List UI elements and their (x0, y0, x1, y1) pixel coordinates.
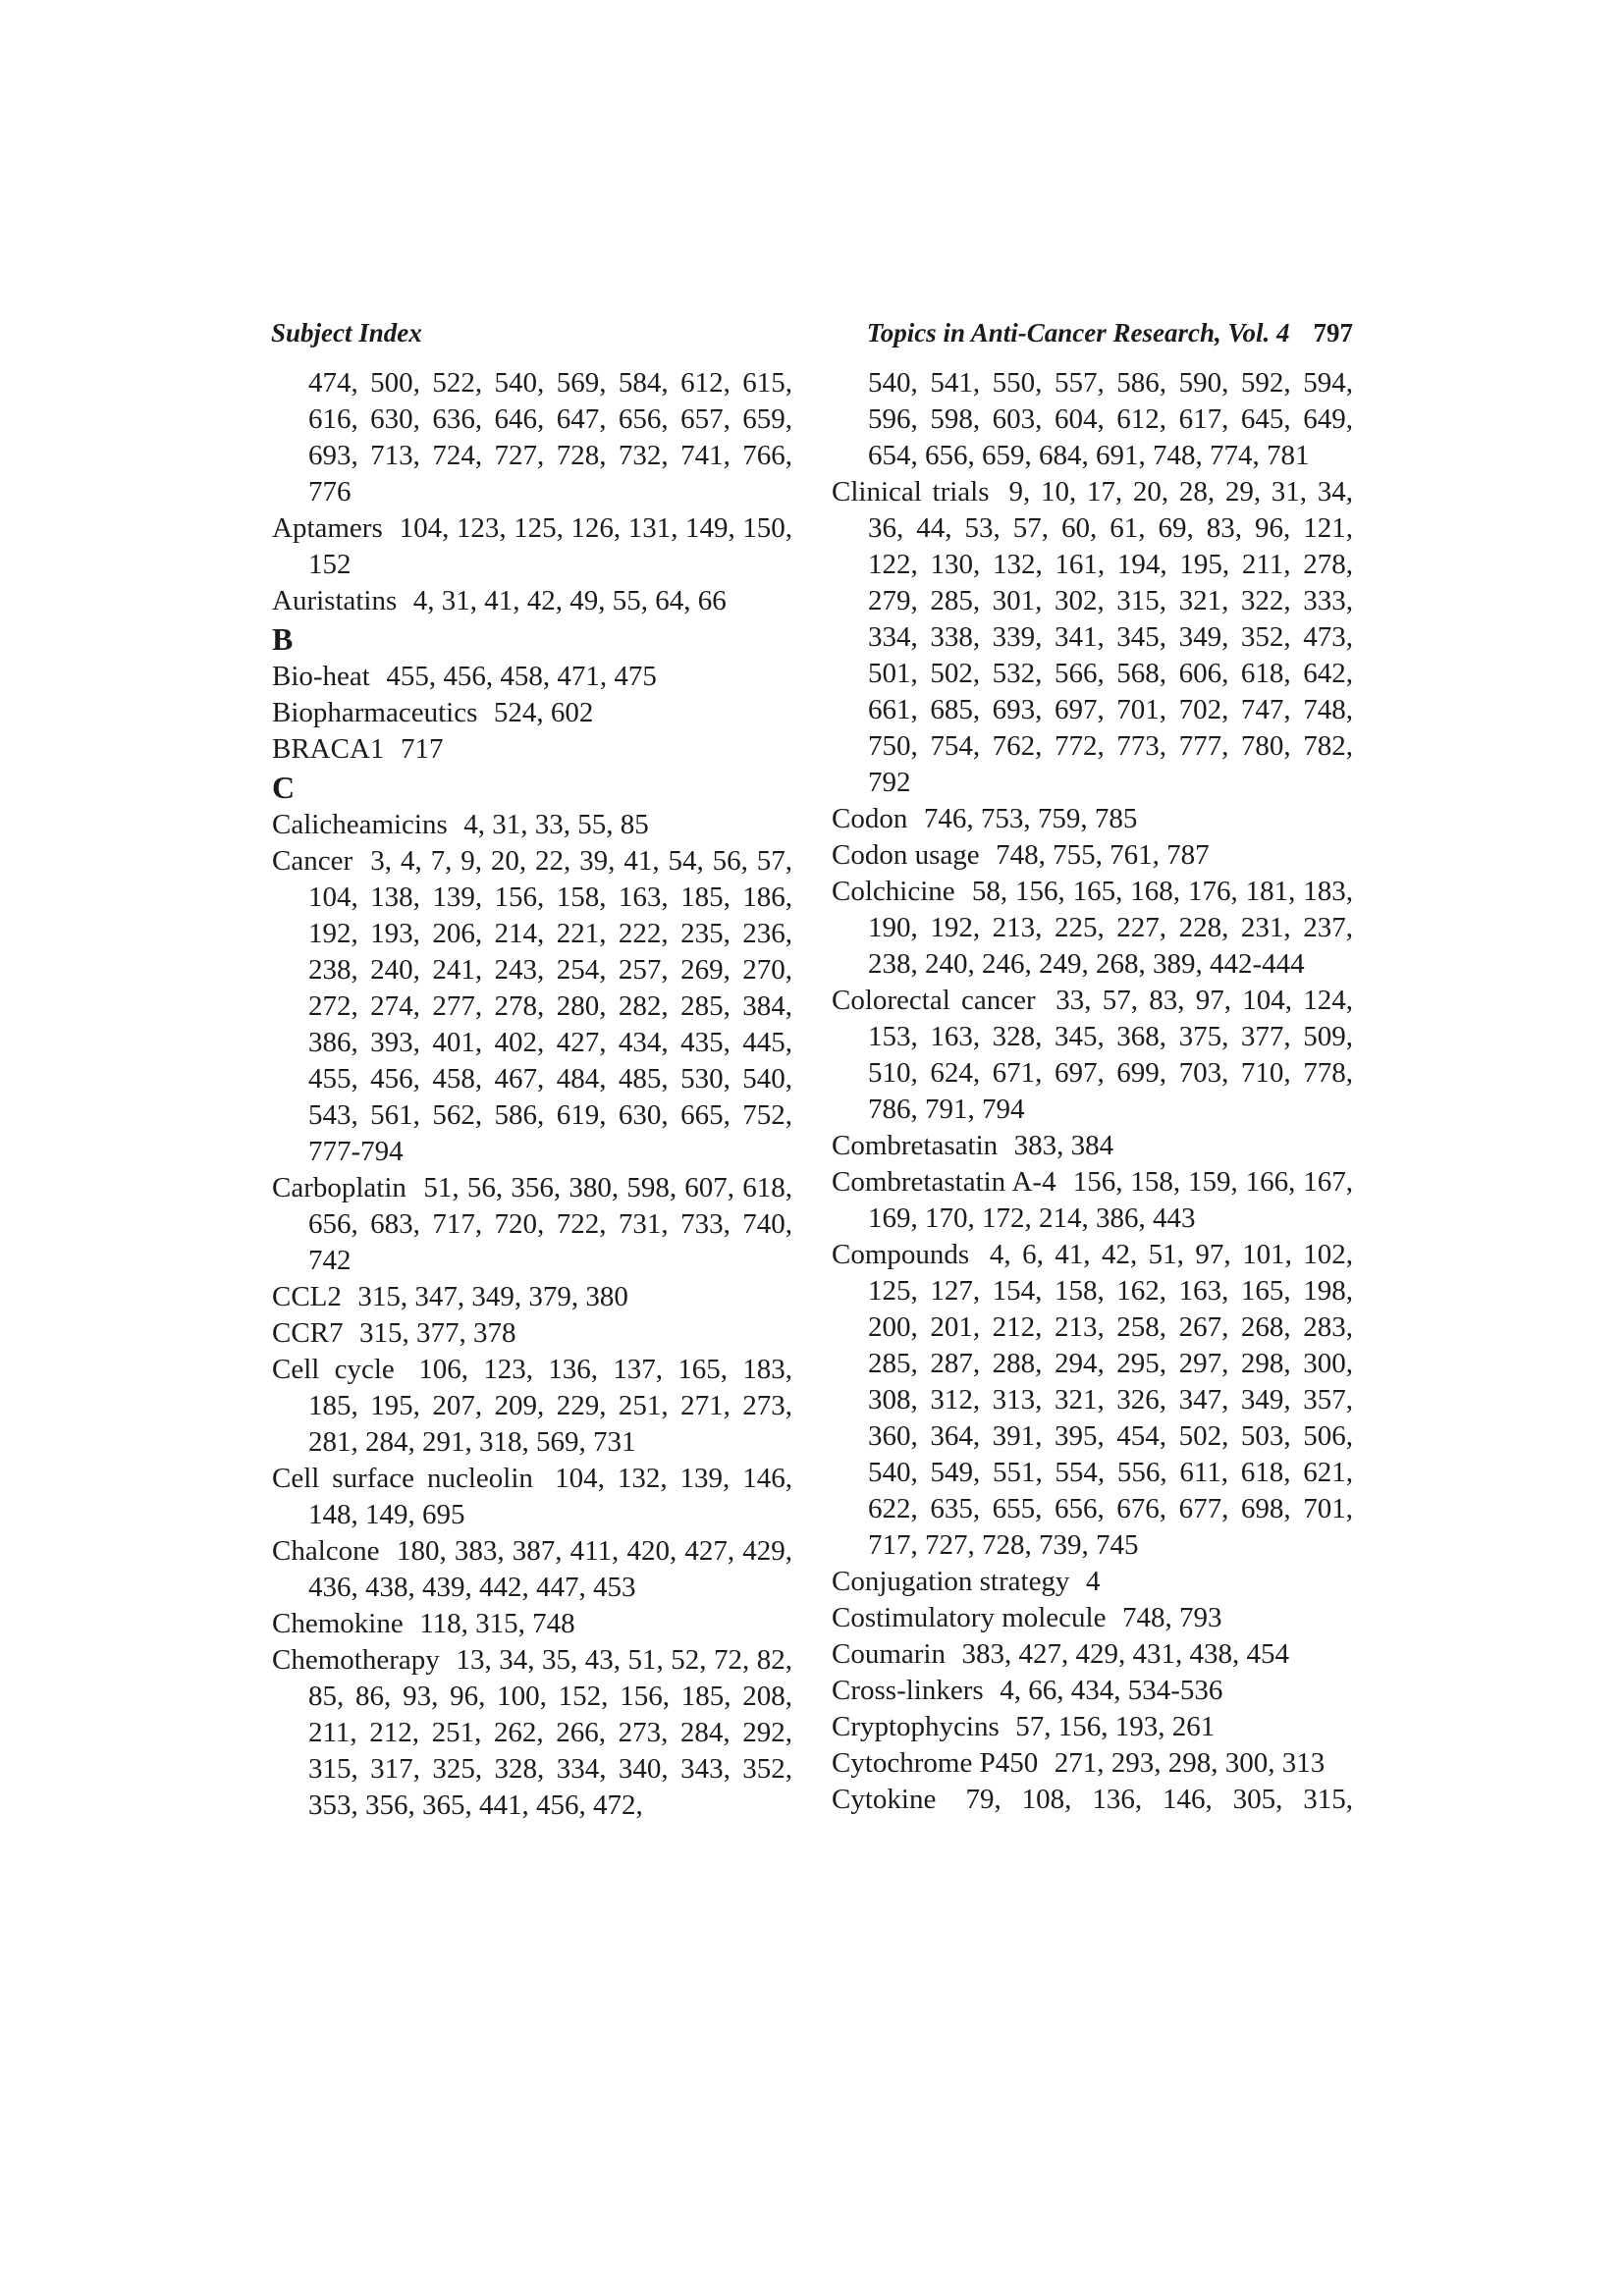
entry-term: Carboplatin (272, 1172, 406, 1203)
index-entry (272, 1642, 792, 1824)
column-right (832, 365, 1353, 1818)
entry-pages: 271, 293, 298, 300, 313 (1054, 1747, 1326, 1779)
entry-term: Cytochrome P450 (832, 1747, 1039, 1779)
index-entry (272, 1461, 792, 1533)
entry-pages: 13, 34, 35, 43, 51, 52, 72, 82, 85, 86, 93, 96, 100, 152, 156, 185, 208, 211, 212, 251, 262, 266, 273, 284, 292, 315, 317, 325, 328, 334, 340, 343, 352, 353, 356, 365, 441, 456, 472, (308, 1644, 792, 1821)
index-entry (832, 1164, 1353, 1237)
column-left (272, 365, 792, 1824)
entry-term: CCL2 (272, 1281, 342, 1312)
entry-pages: 4, 31, 41, 42, 49, 55, 64, 66 (412, 585, 727, 616)
entry-pages: 9, 10, 17, 20, 28, 29, 31, 34, 36, 44, 53, 57, 60, 61, 69, 83, 96, 121, 122, 130, 132, 161, 194, 195, 211, 278, 279, 285, 301, 302, 315, 321, 322, 333, 334, 338, 339, 341, 345, 349, 352, 473, 501, 502, 532, 566, 568, 606, 618, 642, 661, 685, 693, 697, 701, 702, 747, 748, 750, 754, 762, 772, 773, 777, 780, 782, 792 (868, 476, 1353, 798)
index-entry (272, 1606, 792, 1642)
entry-term: Colchicine (832, 876, 955, 907)
entry-pages: 156, 158, 159, 166, 167, 169, 170, 172, 214, 386, 443 (868, 1166, 1354, 1234)
index-entry (272, 843, 792, 1170)
index-entry (272, 1315, 792, 1352)
index-entry (832, 1564, 1353, 1600)
letter-heading: B (272, 621, 294, 657)
entry-term: Colorectal cancer (832, 985, 1036, 1016)
index-entry (832, 1636, 1353, 1673)
index-entry (272, 807, 792, 843)
index-entry (832, 1600, 1353, 1636)
index-entry (272, 1352, 792, 1461)
index-entry (272, 695, 792, 731)
index-entry (832, 837, 1353, 874)
running-head (733, 318, 1353, 348)
index-entry (272, 1279, 792, 1315)
entry-term: Combretastatin A-4 (832, 1166, 1056, 1198)
index-entry (272, 731, 792, 768)
letter-heading: C (272, 770, 296, 805)
entry-term: Chemotherapy (272, 1644, 440, 1676)
entry-pages: 104, 123, 125, 126, 131, 149, 150, 152 (308, 512, 793, 580)
index-continuation: 474, 500, 522, 540, 569, 584, 612, 615, 616, 630, 636, 646, 647, 656, 657, 659, 693, 713, 724, 727, 728, 732, 741, 766, 776 (308, 367, 792, 507)
entry-pages: 717 (400, 733, 444, 765)
index-entry (832, 1237, 1353, 1564)
entry-pages: 4, 66, 434, 534-536 (1000, 1675, 1223, 1706)
index-entry (832, 1673, 1353, 1709)
entry-pages: 106, 123, 136, 137, 165, 183, 185, 195, 207, 209, 229, 251, 271, 273, 281, 284, 291, 318, 569, 731 (308, 1354, 792, 1458)
entry-pages: 4 (1085, 1566, 1101, 1597)
entry-pages: 33, 57, 83, 97, 104, 124, 153, 163, 328, 345, 368, 375, 377, 509, 510, 624, 671, 697, 699, 703, 710, 778, 786, 791, 794 (868, 985, 1354, 1125)
entry-pages: 104, 132, 139, 146, 148, 149, 695 (308, 1463, 793, 1530)
index-continuation: 540, 541, 550, 557, 586, 590, 592, 594, 596, 598, 603, 604, 612, 617, 645, 649, 654, 656, 659, 684, 691, 748, 774, 781 (868, 367, 1353, 471)
entry-term: Conjugation strategy (832, 1566, 1070, 1597)
index-entry (272, 583, 792, 619)
entry-pages: 58, 156, 165, 168, 176, 181, 183, 190, 192, 213, 225, 227, 228, 231, 237, 238, 240, 246, 249, 268, 389, 442-444 (868, 876, 1353, 980)
entry-term: Cell surface nucleolin (272, 1463, 533, 1494)
entry-pages: 315, 377, 378 (359, 1317, 516, 1349)
entry-pages: 118, 315, 748 (419, 1608, 575, 1639)
index-entry (832, 801, 1353, 837)
entry-pages: 524, 602 (493, 697, 594, 728)
entry-term: CCR7 (272, 1317, 344, 1349)
index-entry (272, 510, 792, 583)
entry-pages: 455, 456, 458, 471, 475 (386, 661, 657, 692)
entry-term: Chemokine (272, 1608, 404, 1639)
index-entry (832, 983, 1353, 1128)
entry-pages: 315, 347, 349, 379, 380 (357, 1281, 628, 1312)
index-entry (832, 1782, 1353, 1818)
index-entry (272, 659, 792, 695)
entry-term: Calicheamicins (272, 809, 448, 840)
entry-term: Coumarin (832, 1638, 946, 1670)
entry-term: Auristatins (272, 585, 398, 616)
entry-pages: 79, 108, 136, 146, 305, 315, (965, 1784, 1354, 1815)
entry-term: Codon (832, 803, 908, 834)
book-title: Topics in Anti-Cancer Research, Vol. 4 (866, 318, 1290, 347)
entry-term: Chalcone (272, 1535, 380, 1567)
entry-term: Cross-linkers (832, 1675, 984, 1706)
entry-term: Bio-heat (272, 661, 370, 692)
entry-term: Clinical trials (832, 476, 990, 507)
entry-term: Cryptophycins (832, 1711, 1000, 1742)
entry-term: Costimulatory molecule (832, 1602, 1107, 1633)
entry-term: Aptamers (272, 512, 383, 544)
entry-term: Compounds (832, 1239, 970, 1270)
entry-term: Cancer (272, 845, 353, 877)
entry-pages: 748, 755, 761, 787 (996, 839, 1210, 871)
index-entry (832, 1745, 1353, 1782)
index-entry (272, 1533, 792, 1606)
index-entry (832, 474, 1353, 801)
entry-term: Cytokine (832, 1784, 937, 1815)
entry-term: Combretasatin (832, 1130, 999, 1161)
index-entry (832, 874, 1353, 983)
entry-pages: 51, 56, 356, 380, 598, 607, 618, 656, 683, 717, 720, 722, 731, 733, 740, 742 (308, 1172, 793, 1276)
entry-pages: 746, 753, 759, 785 (923, 803, 1138, 834)
index-entry (272, 1170, 792, 1279)
entry-pages: 57, 156, 193, 261 (1015, 1711, 1216, 1742)
section-title: Subject Index (271, 318, 422, 347)
entry-pages: 3, 4, 7, 9, 20, 22, 39, 41, 54, 56, 57, 104, 138, 139, 156, 158, 163, 185, 186, 192, 193, 206, 214, 221, 222, 235, 236, 238, 240, 241, 243, 254, 257, 269, 270, 272, 274, 277, 278, 280, 282, 285, 384, 386, 393, 401, 402, 427, 434, 435, 445, 455, 456, 458, 467, 484, 485, 530, 540, 543, 561, 562, 586, 619, 630, 665, 752, 777-794 (308, 845, 793, 1167)
entry-term: Biopharmaceutics (272, 697, 478, 728)
index-entry (832, 1128, 1353, 1164)
entry-pages: 4, 6, 41, 42, 51, 97, 101, 102, 125, 127, 154, 158, 162, 163, 165, 198, 200, 201, 212, 213, 258, 267, 268, 283, 285, 287, 288, 294, 295, 297, 298, 300, 308, 312, 313, 321, 326, 347, 349, 357, 360, 364, 391, 395, 454, 502, 503, 506, 540, 549, 551, 554, 556, 611, 618, 621, 622, 635, 655, 656, 676, 677, 698, 701, 717, 727, 728, 739, 745 (868, 1239, 1354, 1561)
entry-pages: 748, 793 (1122, 1602, 1222, 1633)
entry-pages: 383, 427, 429, 431, 438, 454 (961, 1638, 1290, 1670)
entry-pages: 180, 383, 387, 411, 420, 427, 429, 436, 438, 439, 442, 447, 453 (308, 1535, 792, 1603)
entry-term: BRACA1 (272, 733, 385, 765)
index-entry (832, 1709, 1353, 1745)
entry-term: Cell cycle (272, 1354, 395, 1385)
page-number: 797 (1313, 318, 1353, 347)
entry-pages: 4, 31, 33, 55, 85 (463, 809, 649, 840)
entry-pages: 383, 384 (1013, 1130, 1114, 1161)
entry-term: Codon usage (832, 839, 980, 871)
